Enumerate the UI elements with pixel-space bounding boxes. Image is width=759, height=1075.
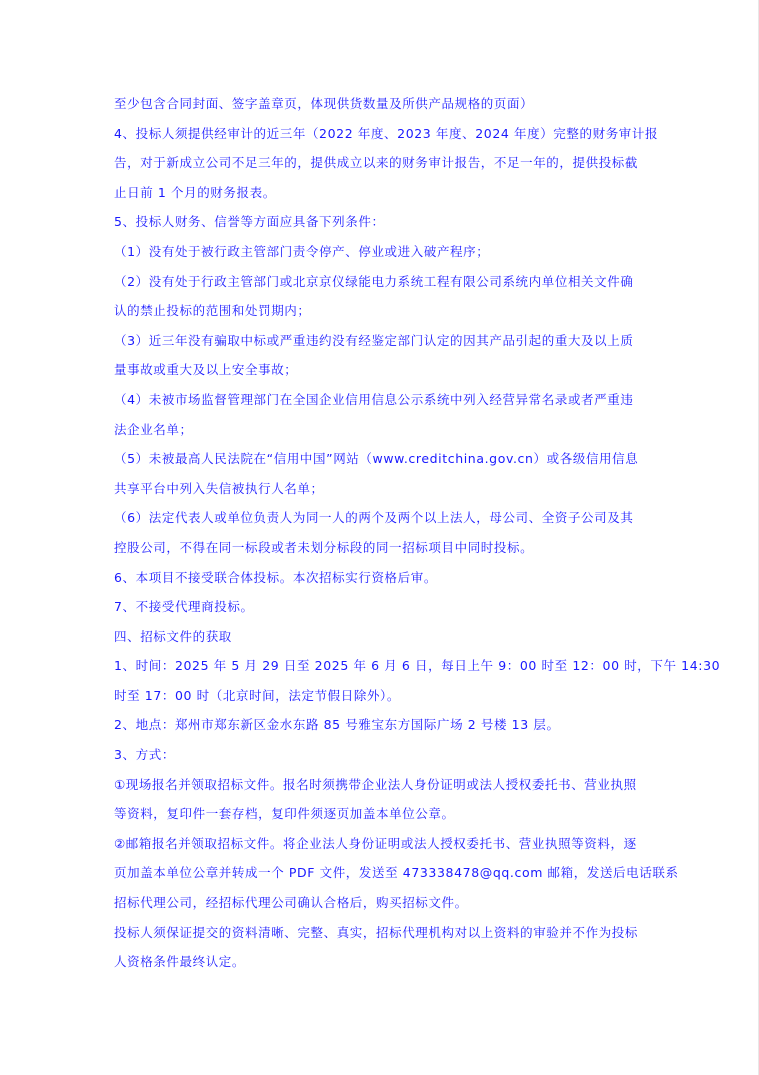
text-line: 7、不接受代理商投标。 bbox=[114, 599, 254, 615]
text-line: 止日前 1 个月的财务报表。 bbox=[114, 184, 276, 200]
text-line: 6、本项目不接受联合体投标。本次招标实行资格后审。 bbox=[114, 569, 437, 585]
text-line: 等资料，复印件一套存档，复印件须逐页加盖本单位公章。 bbox=[114, 806, 455, 822]
text-line: ①现场报名并领取招标文件。报名时须携带企业法人身份证明或法人授权委托书、营业执照 bbox=[114, 776, 637, 792]
text-line: （4）未被市场监督管理部门在全国企业信用信息公示系统中列入经营异常名录或者严重违 bbox=[114, 391, 634, 407]
text-line: 告，对于新成立公司不足三年的，提供成立以来的财务审计报告，不足一年的，提供投标截 bbox=[114, 155, 639, 171]
text-line: 至少包含合同封面、签字盖章页，体现供货数量及所供产品规格的页面） bbox=[114, 96, 534, 111]
text-line: 2、地点：郑州市郑东新区金水东路 85 号雅宝东方国际广场 2 号楼 13 层。 bbox=[114, 717, 560, 733]
text-line: 页加盖本单位公章并转成一个 PDF 文件，发送至 473338478@qq.com 邮箱，发送后电话联系 bbox=[114, 865, 679, 881]
text-line: 量事故或重大及以上安全事故； bbox=[114, 362, 298, 378]
text-line: 人资格条件最终认定。 bbox=[114, 954, 246, 970]
text-line: ②邮箱报名并领取招标文件。将企业法人身份证明或法人授权委托书、营业执照等资料，逐 bbox=[114, 835, 637, 851]
document-body bbox=[114, 89, 721, 977]
text-line: 时至 17：00 时（北京时间，法定节假日除外）。 bbox=[114, 687, 401, 703]
text-line: 认的禁止投标的范围和处罚期内； bbox=[114, 303, 311, 319]
text-line: 招标代理公司，经招标代理公司确认合格后，购买招标文件。 bbox=[114, 895, 468, 911]
text-line: 投标人须保证提交的资料清晰、完整、真实，招标代理机构对以上资料的审验并不作为投标 bbox=[114, 924, 639, 940]
text-line: 5、投标人财务、信誉等方面应具备下列条件： bbox=[114, 214, 385, 230]
text-line: 4、投标人须提供经审计的近三年（2022 年度、2023 年度、2024 年度）完整的财务审计报 bbox=[114, 125, 659, 141]
text-line: 控股公司，不得在同一标段或者未划分标段的同一招标项目中同时投标。 bbox=[114, 539, 534, 555]
section-heading: 四、招标文件的获取 bbox=[114, 628, 232, 644]
text-line: （6）法定代表人或单位负责人为同一人的两个及两个以上法人，母公司、全资子公司及其 bbox=[114, 510, 634, 526]
text-line: 法企业名单； bbox=[114, 421, 193, 437]
text-line: 1、时间：2025 年 5 月 29 日至 2025 年 6 月 6 日，每日上午 9：00 时至 12：00 时，下午 14:30 bbox=[114, 658, 721, 674]
text-line: （1）没有处于被行政主管部门责令停产、停业或进入破产程序； bbox=[114, 243, 490, 259]
text-line: （2）没有处于行政主管部门或北京京仪绿能电力系统工程有限公司系统内单位相关文件确 bbox=[114, 273, 634, 289]
text-line: （5）未被最高人民法院在“信用中国”网站（www.creditchina.gov.cn）或各级信用信息 bbox=[114, 451, 639, 467]
text-line: 共享平台中列入失信被执行人名单； bbox=[114, 480, 324, 496]
text-line: 3、方式： bbox=[114, 747, 175, 763]
text-line: （3）近三年没有骗取中标或严重违约没有经鉴定部门认定的因其产品引起的重大及以上质 bbox=[114, 332, 634, 348]
